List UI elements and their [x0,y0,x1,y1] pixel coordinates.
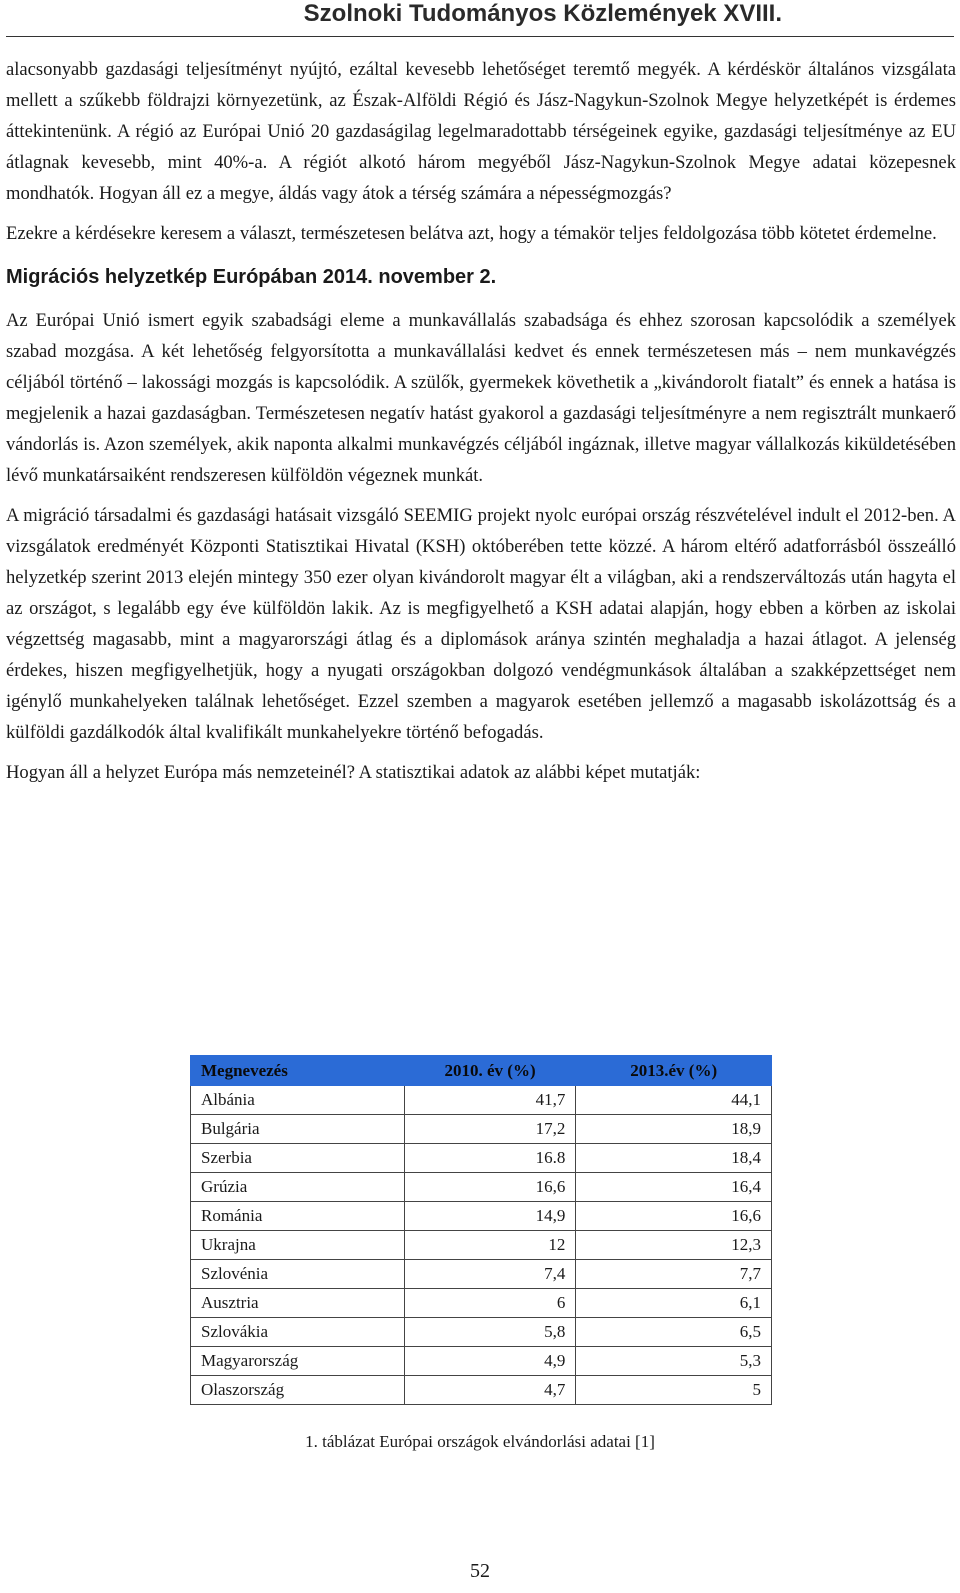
value-2010-cell: 4,9 [404,1347,576,1376]
country-cell: Románia [191,1202,405,1231]
paragraph: Ezekre a kérdésekre keresem a választ, természetesen belátva azt, hogy a témakör teljes feldolgozása több kötetet érdemelne. [6,223,937,244]
country-cell: Olaszország [191,1376,405,1405]
paragraph: Az Európai Unió ismert egyik szabadsági eleme a munkavállalás szabadsága és ehhez szorosan kapcsolódik a személyek szabad mozgása. A két lehetőség felgyorsította a munkavállalási kedvet és ennek természetesen más – nem munkavégzés céljából történő – lakossági mozgás is kapcsolódik. A szülők, gyermekek követhetik a „kivándorolt fiatalt” és ennek a hatása is megjelenik a hazai gazdaságban. Természetesen negatív hatást gyakorol a gazdasági teljesítményre a nem regisztrált munkaerő vándorlás is. Azon személyek, akik naponta alkalmi munkavégzés céljából ingáznak, illetve magyar vállalkozás kiküldetésében lévő munkatársaiként rendszeresen külföldön végeznek munkát. [6,310,956,486]
paragraph: alacsonyabb gazdasági teljesítményt nyújtó, ezáltal kevesebb lehetőséget teremtő megyék. A kérdéskör általános vizsgálata mellett a szűkebb földrajzi környezetünk, az Észak-Alföldi Régió és Jász-Nagykun-Szolnok Megye helyzetképét is érdemes áttekintenünk. A régió az Európai Unió 20 gazdaságilag legelmaradottabb térségeinek egyike, gazdasági teljesítménye az EU átlagnak kevesebb, mint 40%-a. A régiót alkotó három megyéből Jász-Nagykun-Szolnok Megye adatai közepesnek mondhatók. Hogyan áll ez a megye, áldás vagy átok a térség számára a népességmozgás? [6,59,956,204]
paragraph: A migráció társadalmi és gazdasági hatásait vizsgáló SEEMIG projekt nyolc európai ország részvételével indult el 2012-ben. A vizsgálatok eredményét Központi Statisztikai Hivatal (KSH) októberében tette közzé. A három eltérő adatforrásból összeálló helyzetkép szerint 2013 elején mintegy 350 ezer olyan kivándorolt magyar élt a világban, aki a rendszerváltozás után hagyta el az országot, s legalább egy éve külföldön lakik. Az is megfigyelhető a KSH adatai alapján, hogy ebben a körben az iskolai végzettség magasabb, mint a magyarországi átlag és a diplomások aránya szintén meghaladja a hazai átlagot. A jelenség érdekes, hiszen megfigyelhetjük, hogy a nyugati országokban dolgozó vendégmunkások általában a szakképzettséget nem igénylő munkahelyeken találnak lehetőséget. Ezzel szemben a magyarok esetében jellemző a magasabb iskolázottság és a külföldi gazdálkodók által kvalifikált munkahelyekre történő befogadás. [6,505,956,743]
value-2013-cell: 12,3 [576,1231,772,1260]
table-row [191,1318,772,1347]
value-2013-cell: 7,7 [576,1260,772,1289]
country-cell: Ukrajna [191,1231,405,1260]
value-2013-cell: 5 [576,1376,772,1405]
value-2013-cell: 18,9 [576,1115,772,1144]
value-2010-cell: 4,7 [404,1376,576,1405]
table-caption: 1. táblázat Európai országok elvándorlási adatai [1] [305,1432,655,1451]
value-2010-cell: 41,7 [404,1086,576,1115]
emigration-table [190,1055,772,1405]
table-row [191,1173,772,1202]
table-row [191,1260,772,1289]
column-header-2013: 2013.év (%) [576,1056,772,1086]
table-row [191,1144,772,1173]
value-2013-cell: 6,1 [576,1289,772,1318]
value-2013-cell: 6,5 [576,1318,772,1347]
value-2010-cell: 16.8 [404,1144,576,1173]
paragraph: Hogyan áll a helyzet Európa más nemzeteinél? A statisztikai adatok az alábbi képet mutatják: [6,762,701,783]
country-cell: Szerbia [191,1144,405,1173]
column-header-name: Megnevezés [191,1056,405,1086]
table-row [191,1115,772,1144]
section-heading: Migrációs helyzetkép Európában 2014. november 2. [6,266,497,288]
country-cell: Szlovákia [191,1318,405,1347]
country-cell: Albánia [191,1086,405,1115]
table-row [191,1231,772,1260]
value-2013-cell: 44,1 [576,1086,772,1115]
value-2010-cell: 16,6 [404,1173,576,1202]
table-row [191,1347,772,1376]
country-cell: Magyarország [191,1347,405,1376]
value-2010-cell: 5,8 [404,1318,576,1347]
value-2010-cell: 12 [404,1231,576,1260]
value-2013-cell: 18,4 [576,1144,772,1173]
value-2010-cell: 17,2 [404,1115,576,1144]
header-divider [6,36,954,37]
emigration-table-wrapper [190,1055,772,1405]
value-2010-cell: 14,9 [404,1202,576,1231]
country-cell: Szlovénia [191,1260,405,1289]
country-cell: Grúzia [191,1173,405,1202]
table-header-row [191,1056,772,1086]
country-cell: Ausztria [191,1289,405,1318]
page-number: 52 [470,1560,490,1582]
country-cell: Bulgária [191,1115,405,1144]
table-row [191,1289,772,1318]
value-2013-cell: 16,6 [576,1202,772,1231]
value-2013-cell: 5,3 [576,1347,772,1376]
running-header: Szolnoki Tudományos Közlemények XVIII. [303,0,782,27]
value-2010-cell: 6 [404,1289,576,1318]
table-row [191,1086,772,1115]
body-text [6,54,956,797]
table-row [191,1202,772,1231]
column-header-2010: 2010. év (%) [404,1056,576,1086]
value-2010-cell: 7,4 [404,1260,576,1289]
table-row [191,1376,772,1405]
value-2013-cell: 16,4 [576,1173,772,1202]
